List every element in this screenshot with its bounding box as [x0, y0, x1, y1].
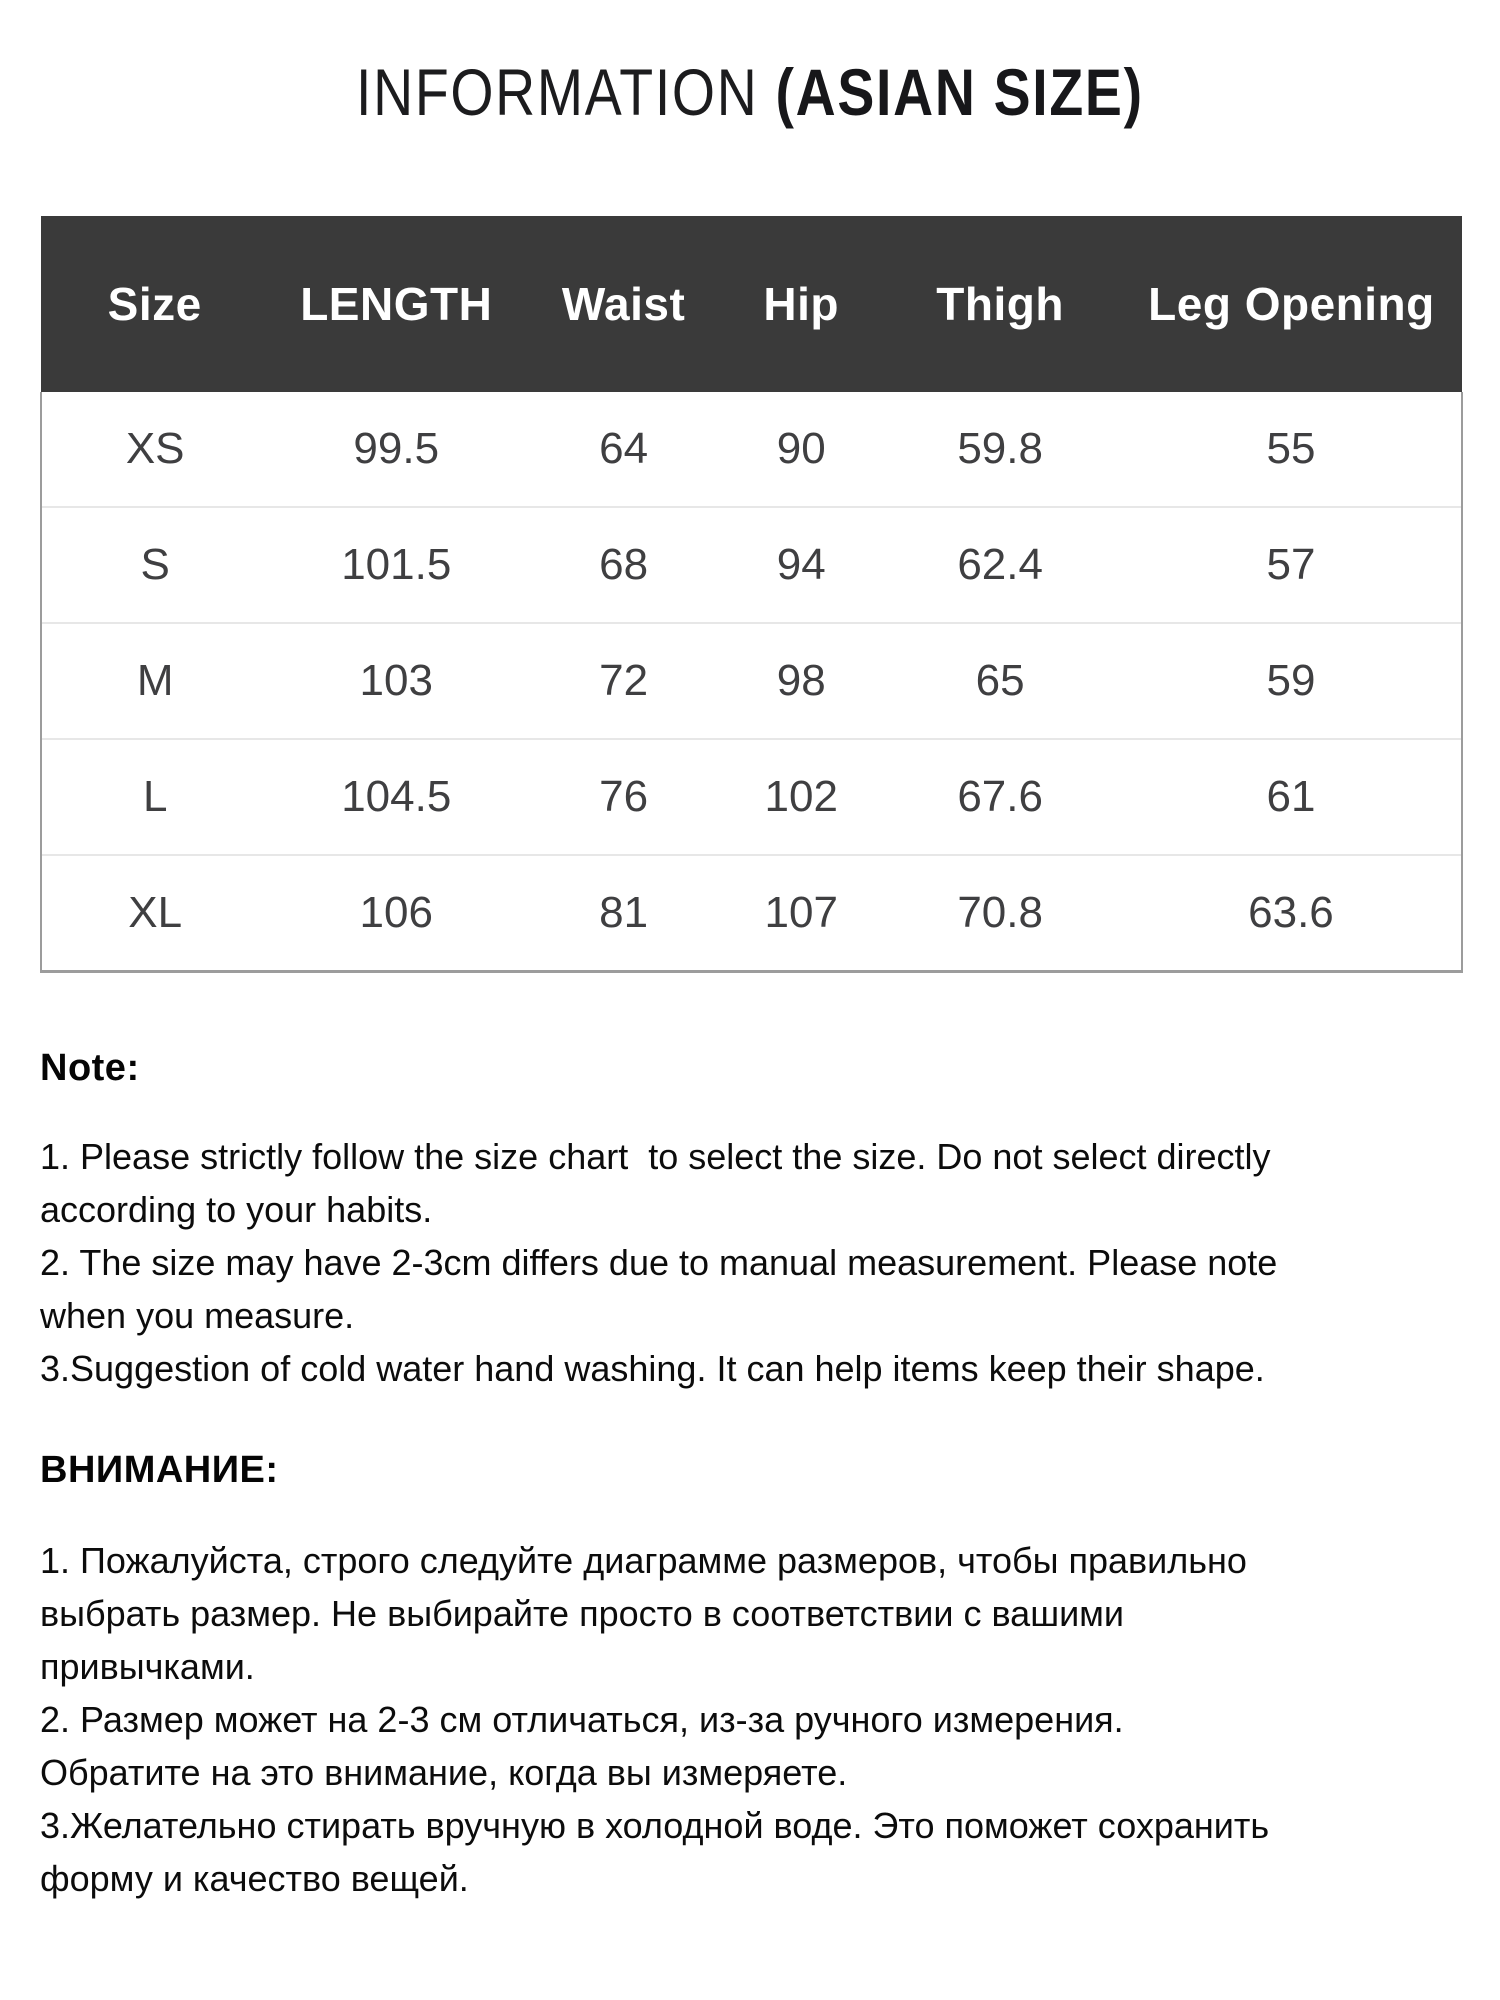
column-header-waist: Waist: [524, 216, 723, 392]
size-label-cell: L: [41, 739, 268, 855]
page-title-light: INFORMATION: [356, 55, 776, 129]
table-cell: 70.8: [879, 855, 1121, 972]
table-row-xs: [41, 392, 1462, 507]
note-heading-en: Note:: [40, 1047, 140, 1089]
table-cell: 57: [1121, 507, 1462, 623]
table-cell: 94: [723, 507, 879, 623]
table-cell: 99.5: [268, 392, 524, 507]
note-line: форму и качество вещей.: [40, 1858, 469, 1899]
table-row-l: [41, 739, 1462, 855]
size-chart-table: [40, 216, 1463, 973]
note-line: 2. The size may have 2-3cm differs due to manual measurement. Please note: [40, 1242, 1278, 1283]
table-row-m: [41, 623, 1462, 739]
table-cell: 103: [268, 623, 524, 739]
table-cell: 81: [524, 855, 723, 972]
column-header-size: Size: [41, 216, 268, 392]
notes-section: [40, 1047, 1464, 1905]
table-header-row: [41, 216, 1462, 392]
note-line: 2. Размер может на 2-3 см отличаться, из-за ручного измерения.: [40, 1699, 1124, 1740]
note-heading-ru: ВНИМАНИЕ:: [40, 1449, 279, 1491]
note-line: 1. Пожалуйста, строго следуйте диаграмме размеров, чтобы правильно: [40, 1540, 1247, 1581]
page-title-text: [356, 56, 1144, 128]
size-label-cell: S: [41, 507, 268, 623]
table-cell: 61: [1121, 739, 1462, 855]
note-body-en: [40, 1130, 1464, 1395]
table-cell: 76: [524, 739, 723, 855]
note-line: 3.Желательно стирать вручную в холодной воде. Это поможет сохранить: [40, 1805, 1270, 1846]
note-line: 1. Please strictly follow the size chart to select the size. Do not select directly: [40, 1136, 1271, 1177]
table-row-xl: [41, 855, 1462, 972]
table-cell: 106: [268, 855, 524, 972]
table-cell: 101.5: [268, 507, 524, 623]
table-cell: 64: [524, 392, 723, 507]
size-label-cell: XL: [41, 855, 268, 972]
size-label-cell: XS: [41, 392, 268, 507]
table-cell: 90: [723, 392, 879, 507]
table-cell: 65: [879, 623, 1121, 739]
table-cell: 102: [723, 739, 879, 855]
table-cell: 72: [524, 623, 723, 739]
table-cell: 98: [723, 623, 879, 739]
size-label-cell: M: [41, 623, 268, 739]
column-header-hip: Hip: [723, 216, 879, 392]
table-cell: 104.5: [268, 739, 524, 855]
table-cell: 55: [1121, 392, 1462, 507]
column-header-thigh: Thigh: [879, 216, 1121, 392]
note-body-ru: [40, 1534, 1464, 1905]
table-cell: 107: [723, 855, 879, 972]
column-header-length: LENGTH: [268, 216, 524, 392]
table-row-s: [41, 507, 1462, 623]
page-title: [0, 0, 1500, 128]
note-line: according to your habits.: [40, 1189, 433, 1230]
table-cell: 59.8: [879, 392, 1121, 507]
table-cell: 68: [524, 507, 723, 623]
note-line: выбрать размер. Не выбирайте просто в соответствии с вашими: [40, 1593, 1125, 1634]
note-line: Обратите на это внимание, когда вы измеряете.: [40, 1752, 848, 1793]
table-cell: 59: [1121, 623, 1462, 739]
table-cell: 62.4: [879, 507, 1121, 623]
table-cell: 63.6: [1121, 855, 1462, 972]
note-line: 3.Suggestion of cold water hand washing. It can help items keep their shape.: [40, 1348, 1265, 1389]
column-header-leg-opening: Leg Opening: [1121, 216, 1462, 392]
note-line: привычками.: [40, 1646, 255, 1687]
table-cell: 67.6: [879, 739, 1121, 855]
page-title-bold: (ASIAN SIZE): [775, 55, 1144, 129]
note-line: when you measure.: [40, 1295, 355, 1336]
